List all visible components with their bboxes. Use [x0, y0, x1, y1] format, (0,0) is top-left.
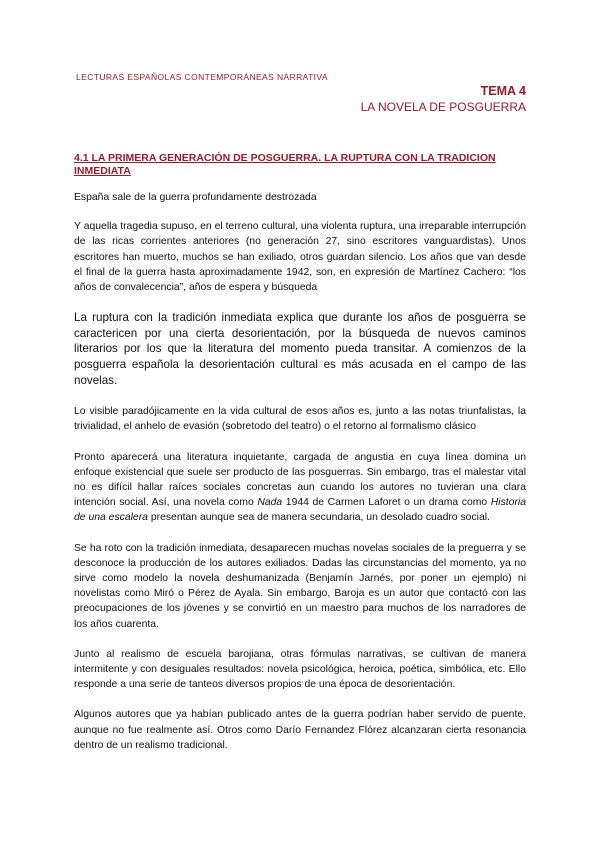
paragraph-5	[74, 450, 526, 526]
paragraph-5-part-c: presentan aunque sea de manera secundaria, un desolado cuadro social.	[147, 512, 490, 524]
running-head: LECTURAS ESPAÑOLAS CONTEMPORÁNEAS NARRATIVA	[76, 72, 328, 82]
paragraph-5-part-b: 1944 de Carmen Laforet o un drama como	[282, 497, 491, 509]
book-title-historia: Historia de una escalera	[74, 497, 526, 524]
paragraph-7: Junto al realismo de escuela barojiana, otras fórmulas narrativas, se cultivan de manera intermitente y con desiguales resultados: novela psicológica, heroica, poética, simbólica, etc. Ello responde a una serie de tanteos diversos propios de una época de desorientación.	[74, 648, 526, 691]
tema-number: TEMA 4	[480, 84, 526, 98]
paragraph-1: España sale de la guerra profundamente destrozada	[74, 192, 317, 203]
paragraph-2: Y aquella tragedia supuso, en el terreno cultural, una violenta ruptura, una irreparable interrupción de las ricas corrientes anteriores (no generación 27, sino escritores vanguardistas). Unos escritores han muerto, muchos se han exiliado, otros guardan silencio. Los años que van desde el final de la guerra hasta aproximadamente 1942, son, en expresión de Martínez Cachero: “los años de convalecencia”, años de espera y búsqueda	[74, 221, 526, 294]
paragraph-4: Lo visible paradójicamente en la vida cultural de esos años es, junto a las notas triunfalistas, la trivialidad, el anhelo de evasión (sobretodo del teatro) o el retorno al formalismo clásico	[74, 406, 526, 433]
paragraph-6: Se ha roto con la tradición inmediata, desaparecen muchas novelas sociales de la preguerra y se desconoce la producción de los autores exiliados. Dadas las circunstancias del momento, ya no sirve como modelo la novela deshumanizada (Benjamín Jarnés, por poner un ejemplo) ni novelistas como Miró o Pérez de Ayala. Sin embargo, Baroja es un autor que contactó con las preocupaciones de los jóvenes y se convirtió en un maestro para muchos de los narradores de los años cuarenta.	[74, 542, 526, 630]
document-body	[74, 190, 526, 768]
paragraph-5-part-a: Pronto aparecerá una literatura inquietante, cargada de angustia en cuya línea domina un enfoque existencial que suele ser producto de las posguerras. Sin embargo, tras el malestar vital no es difícil hallar raíces sociales concretas aun cuando los autores no tuvieran una clara intención social. Así, una novela como	[74, 451, 526, 509]
paragraph-8: Algunos autores que ya habían publicado antes de la guerra podrían haber servido de puente, aunque no fue realmente así. Otros como Darío Fernandez Flórez alcanzaran cierta resonancia dentro de un realismo tradicional.	[74, 709, 526, 751]
book-title-nada: Nada	[257, 497, 283, 509]
paragraph-3: La ruptura con la tradición inmediata explica que durante los años de posguerra se caractericen por una cierta desorientación, por la búsqueda de nuevos caminos literarios por los que la literatura del momento pueda transitar. A comienzos de la posguerra española la desorientación cultural es más acusada en el campo de las novelas.	[74, 311, 526, 387]
section-title: 4.1 LA PRIMERA GENERACIÓN DE POSGUERRA. LA RUPTURA CON LA TRADICION INMEDIATA	[74, 152, 496, 177]
tema-subtitle: LA NOVELA DE POSGUERRA	[360, 100, 526, 114]
